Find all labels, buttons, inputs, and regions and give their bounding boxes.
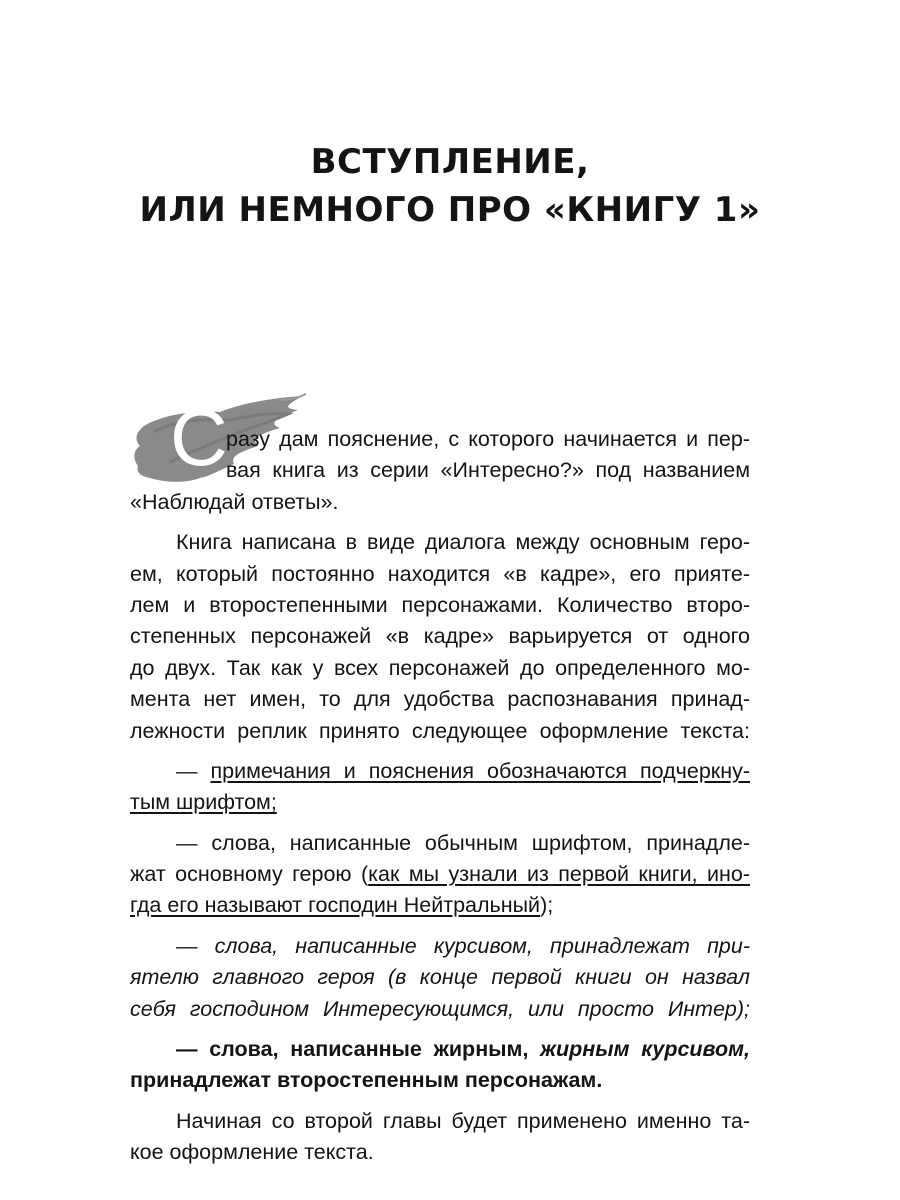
paragraph-line: лежности реплик принято следующее оформление текста: <box>130 718 750 743</box>
underlined-text: тым шрифтом; <box>130 790 277 815</box>
paragraph-line <box>130 859 750 890</box>
paragraph-line: кое оформление текста. <box>130 1140 374 1165</box>
body-text <box>130 424 750 1169</box>
paragraph-line: лем и второстепенными персонажами. Количество второ- <box>130 592 750 617</box>
chapter-title-line-2: ИЛИ НЕМНОГО ПРО «КНИГУ 1» <box>139 190 761 230</box>
underlined-text: как мы узнали из первой книги, ино- <box>368 862 750 887</box>
plain-text: жат основному герою ( <box>130 862 369 887</box>
paragraph-line: — слова, написанные курсивом, принадлежат при- <box>176 933 750 958</box>
paragraph-line <box>130 756 750 787</box>
paragraph-line: степенных персонажей «в кадре» варьируется от одного <box>130 624 750 649</box>
paragraph-6-bold <box>130 1034 750 1097</box>
paragraph-line: мента нет имен, то для удобства распознавания принад- <box>130 687 750 712</box>
underlined-text: примечания и пояснения обозначаются подчеркну- <box>210 758 750 783</box>
paragraph-7 <box>130 1106 750 1169</box>
paragraph-2 <box>130 527 750 747</box>
paragraph-line: себя господином Интересующимся, или просто Интер); <box>130 996 750 1021</box>
bold-text: — слова, написанные жирным, <box>176 1037 541 1062</box>
paragraph-line: разу дам пояснение, с которого начинается и пер- <box>226 427 750 451</box>
bold-italic-text: жирным курсивом, <box>540 1037 751 1062</box>
dash: — <box>176 758 211 783</box>
paragraph-line: — слова, написанные обычным шрифтом, принадле- <box>176 830 750 855</box>
paragraph-3-notes-underlined <box>130 756 750 819</box>
paragraph-line: Начиная со второй главы будет применено именно та- <box>176 1108 750 1133</box>
paragraph-line: Книга написана в виде диалога между основным геро- <box>176 530 750 555</box>
paragraph-line <box>130 890 750 921</box>
paragraph-line <box>130 1034 750 1065</box>
chapter-title-line-1: ВСТУПЛЕНИЕ, <box>310 142 590 182</box>
paragraph-line: ятелю главного героя (в конце первой книги он назвал <box>130 965 750 990</box>
chapter-title <box>0 138 900 234</box>
plain-text: ); <box>540 893 554 918</box>
paragraph-line <box>130 787 750 818</box>
paragraph-line: до двух. Так как у всех персонажей до определенного мо- <box>130 655 750 680</box>
paragraph-4-regular-font <box>130 828 750 922</box>
paragraph-line: «Наблюдай ответы». <box>130 489 339 514</box>
underlined-text: гда его называют господин Нейтральный <box>130 893 541 918</box>
paragraph-line: принадлежат второстепенным персонажам. <box>130 1068 603 1093</box>
paragraph-line: вая книга из серии «Интересно?» под названием <box>226 458 750 483</box>
drop-cap-letter: С <box>170 393 228 482</box>
paragraph-5-italic <box>130 931 750 1025</box>
paragraph-line: ем, который постоянно находится «в кадре», его прияте- <box>130 561 750 586</box>
paragraph-1 <box>130 424 750 518</box>
